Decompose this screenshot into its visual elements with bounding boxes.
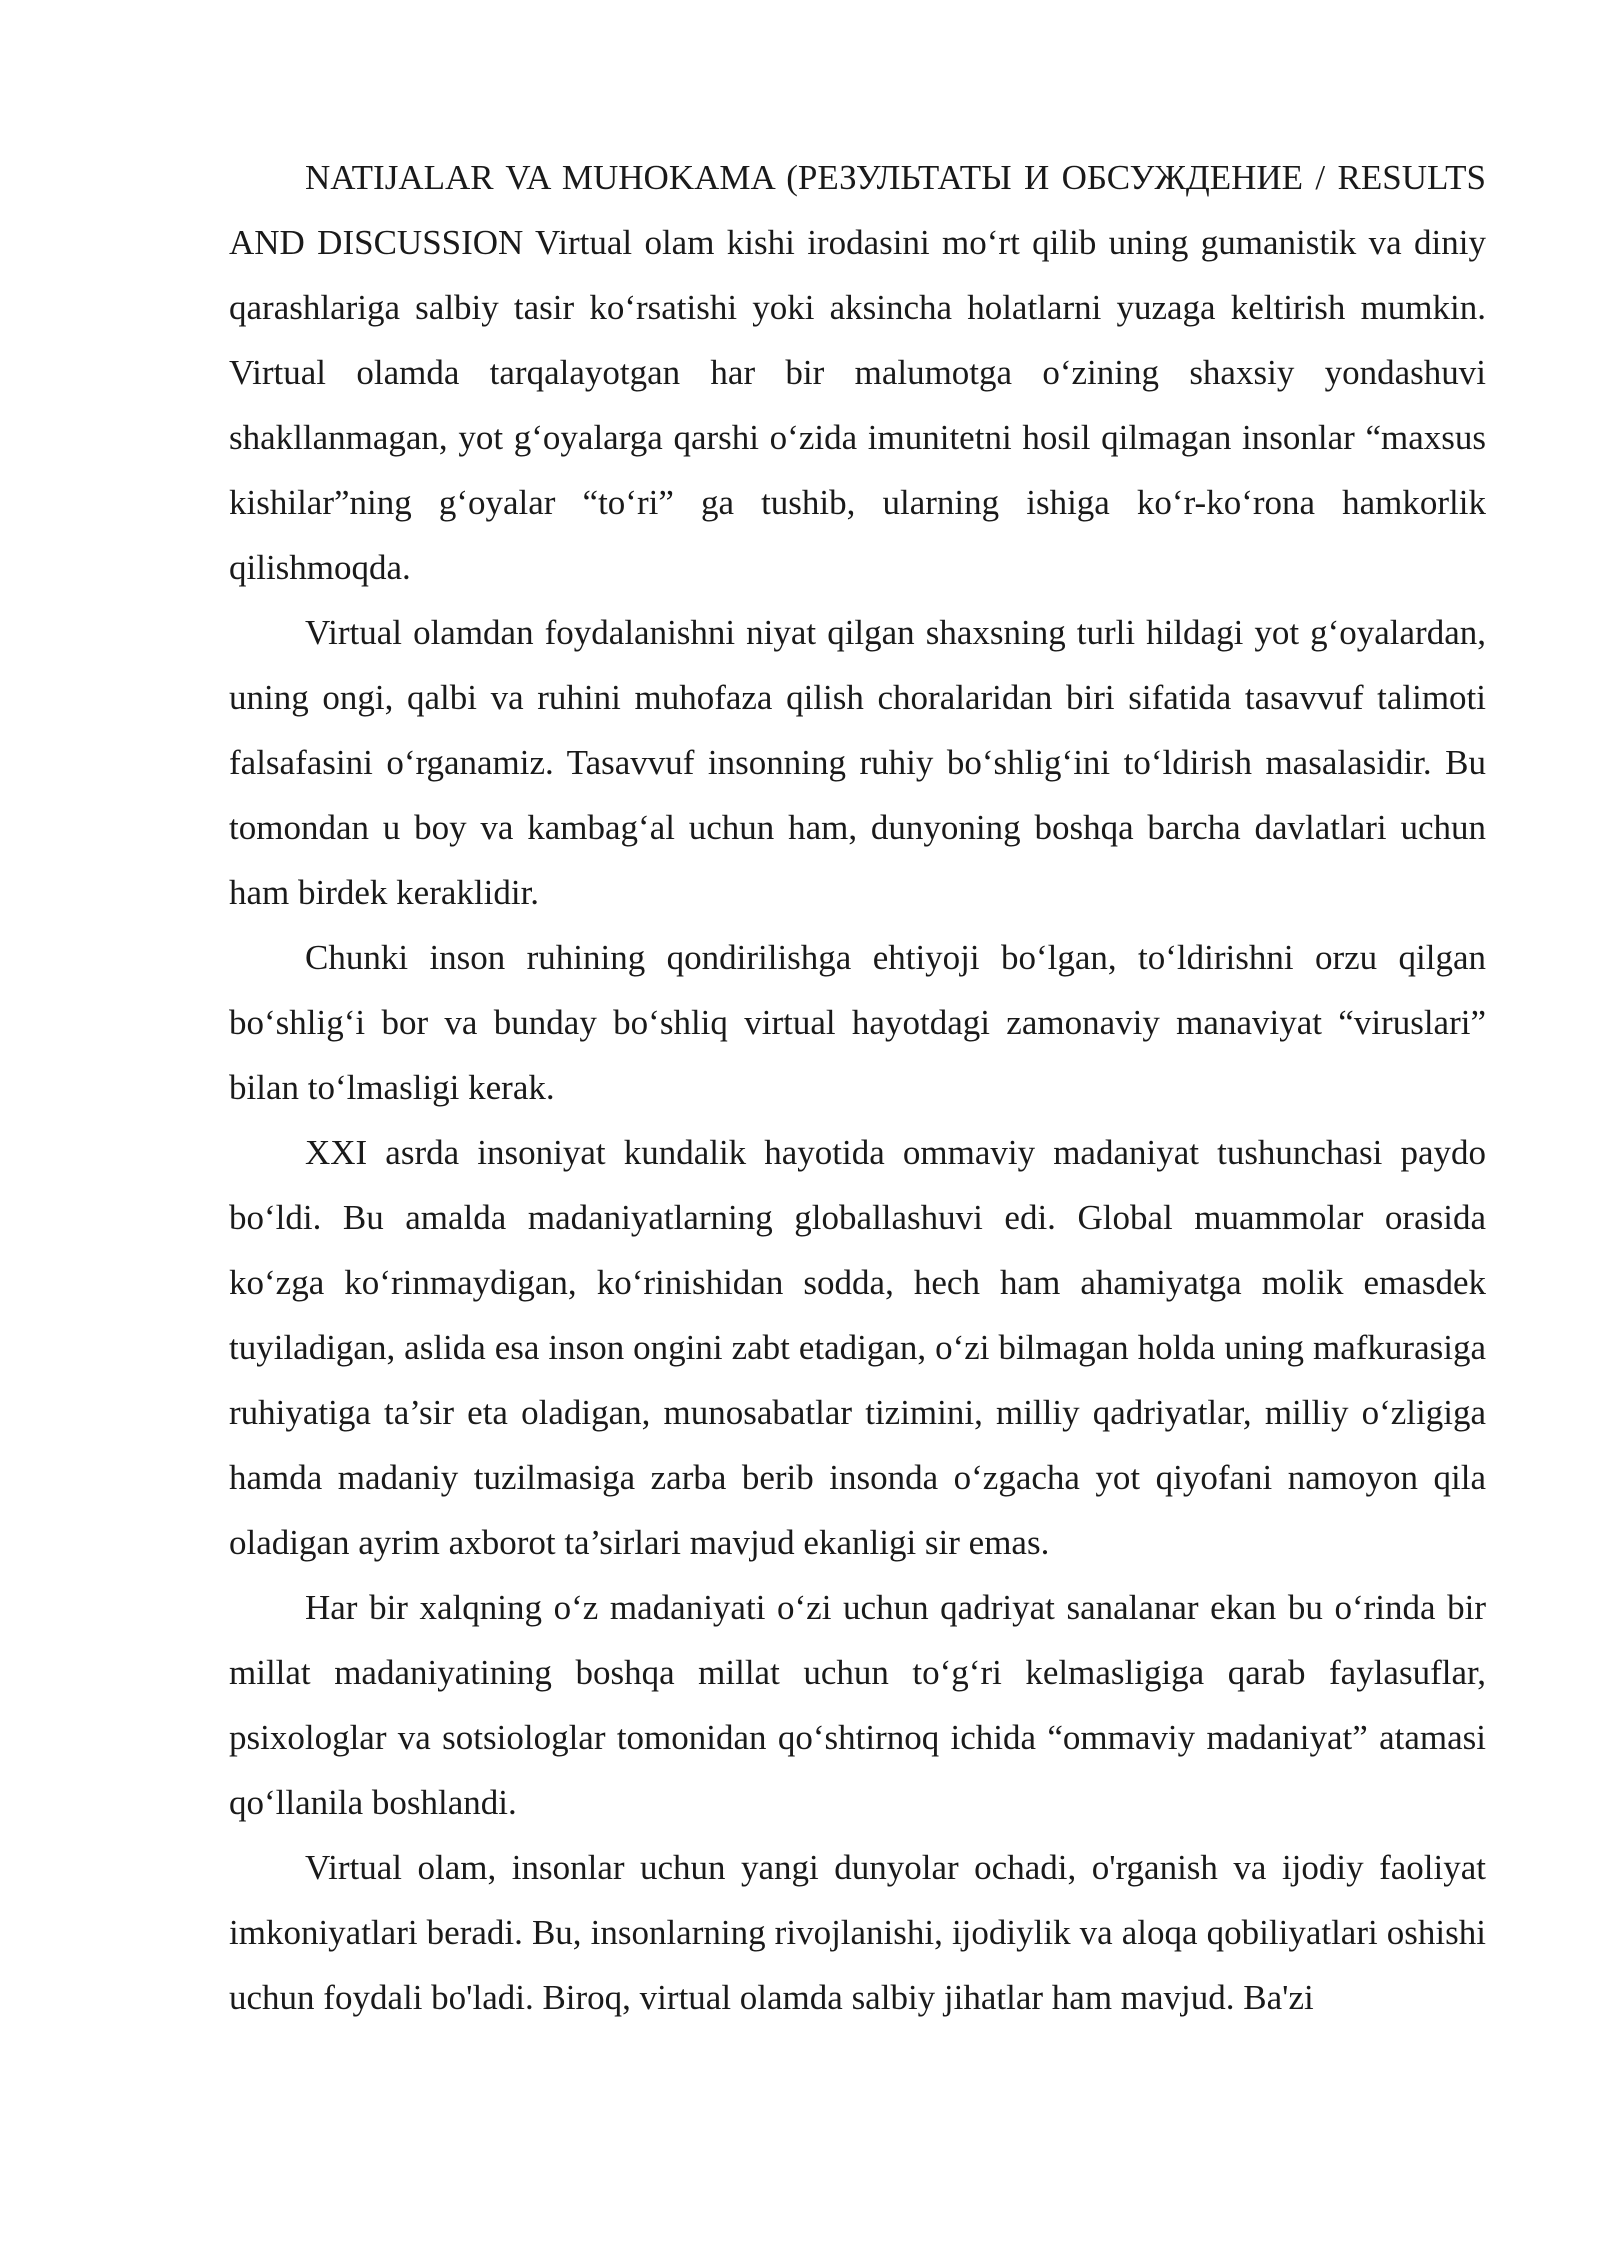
paragraph-virtual-world: Virtual olam, insonlar uchun yangi dunyolar ochadi, o'rganish va ijodiy faoliyat imkoniyatlari beradi. Bu, insonlarning rivojlanishi, ijodiylik va aloqa qobiliyatlari oshishi uchun foydali bo'ladi. Biroq, virtual olamda salbiy jihatlar ham mavjud. Ba'zi bbox=[229, 1848, 1486, 2017]
document-page bbox=[229, 145, 1486, 2030]
paragraph-national-culture: Har bir xalqning o‘z madaniyati o‘zi uchun qadriyat sanalanar ekan bu o‘rinda bir millat madaniyatining boshqa millat uchun to‘g‘ri kelmasligiga qarab faylasuflar, psixologlar va sotsiologlar tomonidan qo‘shtirnoq ichida “ommaviy madaniyat” atamasi qo‘llanila boshlandi. bbox=[229, 1588, 1486, 1822]
paragraph-results-discussion: NATIJALAR VA MUHOKAMA (РЕЗУЛЬТАТЫ И ОБСУЖДЕНИЕ / RESULTS AND DISCUSSION Virtual olam kishi irodasini mo‘rt qilib uning gumanistik va diniy qarashlariga salbiy tasir ko‘rsatishi yoki aksincha holatlarni yuzaga keltirish mumkin. Virtual olamda tarqalayotgan har bir malumotga o‘zining shaxsiy yondashuvi shakllanmagan, yot g‘oyalarga qarshi o‘zida imunitetni hosil qilmagan insonlar “maxsus kishilar”ning g‘oyalar “to‘ri” ga tushib, ularning ishiga ko‘r-ko‘rona hamkorlik qilishmoqda. bbox=[229, 158, 1486, 587]
paragraph-tasavvuf: Virtual olamdan foydalanishni niyat qilgan shaxsning turli hildagi yot g‘oyalardan, uning ongi, qalbi va ruhini muhofaza qilish choralaridan biri sifatida tasavvuf talimoti falsafasini o‘rganamiz. Tasavvuf insonning ruhiy bo‘shlig‘ini to‘ldirish masalasidir. Bu tomondan u boy va kambag‘al uchun ham, dunyoning boshqa barcha davlatlari uchun ham birdek keraklidir. bbox=[229, 613, 1486, 912]
paragraph-mass-culture: XXI asrda insoniyat kundalik hayotida ommaviy madaniyat tushunchasi paydo bo‘ldi. Bu amalda madaniyatlarning globallashuvi edi. Global muammolar orasida ko‘zga ko‘rinmaydigan, ko‘rinishidan sodda, hech ham ahamiyatga molik emasdek tuyiladigan, aslida esa inson ongini zabt etadigan, o‘zi bilmagan holda uning mafkurasiga ruhiyatiga ta’sir eta oladigan, munosabatlar tizimini, milliy qadriyatlar, milliy o‘zligiga hamda madaniy tuzilmasiga zarba berib insonda o‘zgacha yot qiyofani namoyon qila oladigan ayrim axborot ta’sirlari mavjud ekanligi sir emas. bbox=[229, 1133, 1486, 1562]
paragraph-spiritual-void: Chunki inson ruhining qondirilishga ehtiyoji bo‘lgan, to‘ldirishni orzu qilgan bo‘shlig‘i bor va bunday bo‘shliq virtual hayotdagi zamonaviy manaviyat “viruslari” bilan to‘lmasligi kerak. bbox=[229, 938, 1486, 1107]
